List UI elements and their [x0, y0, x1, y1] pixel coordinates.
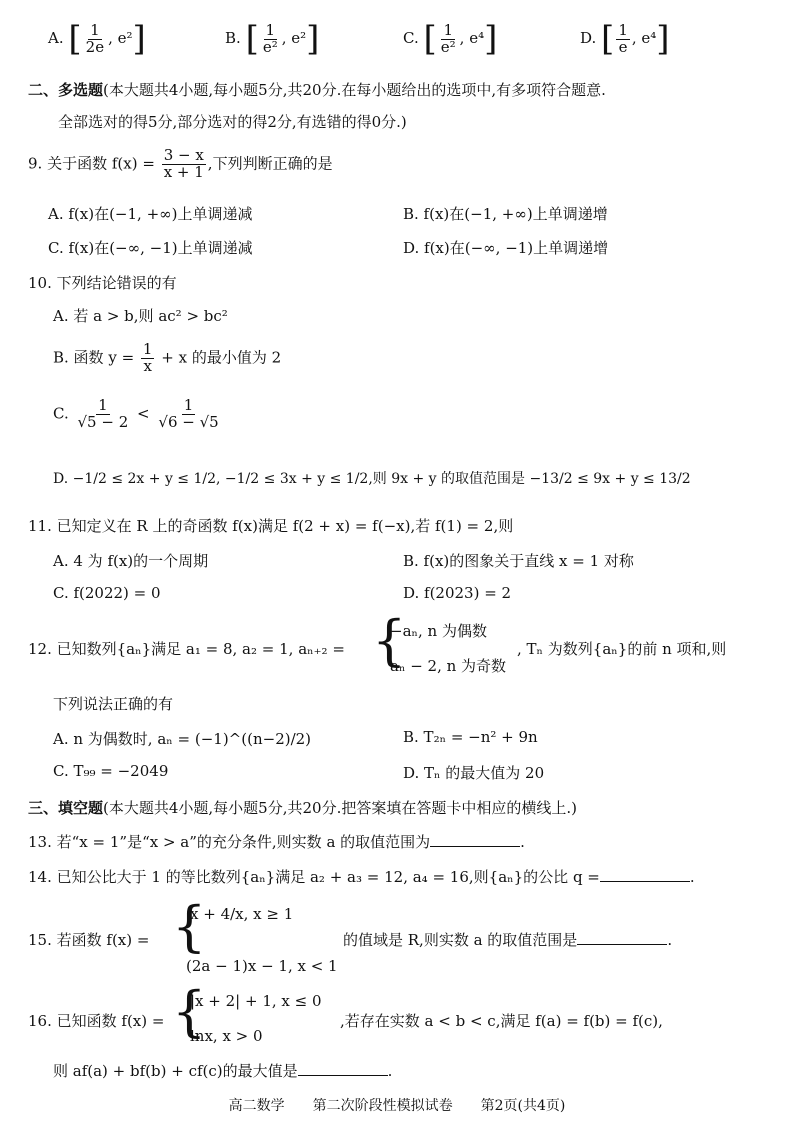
frac-num: 1: [265, 20, 276, 39]
q10-option-b: [53, 342, 281, 375]
q15-case2: (2a − 1)x − 1, x < 1: [186, 957, 338, 975]
q11-option-d: D. f(2023) = 2: [403, 584, 512, 602]
q12-option-c: C. T₉₉ = −2049: [53, 762, 169, 780]
answer-blank[interactable]: [430, 832, 520, 847]
frac-den: 2e: [85, 37, 105, 56]
question-text: 的值域是 R,则实数 a 的取值范围是: [343, 931, 578, 949]
frac-den: √6 − √5: [158, 412, 219, 431]
answer-blank[interactable]: [600, 867, 690, 882]
stem-text: ,下列判断正确的是: [207, 154, 333, 173]
frac-num: 1: [443, 20, 453, 39]
answer-blank[interactable]: [577, 930, 667, 945]
q9-option-d: D. f(x)在(−∞, −1)上单调递增: [403, 239, 609, 257]
option-text: B. 函数 y =: [53, 348, 135, 367]
q16-case2: lnx, x > 0: [190, 1027, 263, 1045]
q13: [28, 831, 525, 852]
q11-option-b: B. f(x)的图象关于直线 x = 1 对称: [403, 552, 634, 570]
option-label: A.: [48, 29, 64, 47]
option-label: C.: [403, 29, 419, 47]
section2-line2: 全部选对的得5分,部分选对的得2分,有选错的得0分.): [58, 113, 407, 131]
frac-den: x: [143, 356, 152, 375]
q14: [28, 866, 695, 887]
left-brace-icon: {: [372, 609, 407, 672]
q8-option-b: B. [ $\frac{1}{\text{e²}}$ , e²]: [225, 19, 320, 59]
period: .: [520, 833, 525, 851]
question-text: 13. 若“x = 1”是“x > a”的充分条件,则实数 a 的取值范围为: [28, 833, 431, 851]
q12-stem-a: 12. 已知数列{aₙ}满足 a₁ = 8, a₂ = 1, aₙ₊₂ =: [28, 640, 345, 658]
q11-option-a: A. 4 为 f(x)的一个周期: [53, 552, 209, 570]
q16-case1: |x + 2| + 1, x ≤ 0: [190, 992, 322, 1010]
q12-stem-b: , Tₙ 为数列{aₙ}的前 n 项和,则: [517, 640, 727, 658]
option-rest: , e²: [108, 29, 133, 47]
q11-stem: 11. 已知定义在 R 上的奇函数 f(x)满足 f(2 + x) = f(−x),若 f(1) = 2,则: [28, 517, 514, 535]
option-rest: , e²: [281, 29, 307, 47]
answer-blank[interactable]: [298, 1061, 388, 1076]
q9-option-a: A. f(x)在(−1, +∞)上单调递减: [48, 205, 253, 223]
frac-num: 3 − x: [163, 146, 204, 164]
q12-option-d: D. Tₙ 的最大值为 20: [403, 764, 545, 782]
frac-num: 1: [98, 396, 108, 414]
q8-option-d: D. [ $\frac{1}{e}$ , e⁴]: [580, 19, 670, 59]
q10-option-c: [53, 398, 223, 431]
frac-num: 1: [142, 340, 153, 358]
less-than-sign: <: [137, 404, 150, 423]
q9-stem: [28, 148, 333, 181]
frac-num: 1: [183, 396, 194, 414]
section-title: 二、多选题: [28, 81, 104, 99]
section3-header: [28, 797, 577, 818]
period: .: [689, 868, 695, 886]
section-instructions: (本大题共4小题,每小题5分,共20分.在每小题给出的选项中,有多项符合题意.: [103, 81, 606, 99]
question-text: 14. 已知公比大于 1 的等比数列{aₙ}满足 a₂ + a₃ = 12, a₄ = 16,则{aₙ}的公比 q =: [28, 868, 600, 886]
q15-tail: [343, 929, 672, 950]
q11-option-c: C. f(2022) = 0: [53, 584, 161, 602]
section-instructions: (本大题共4小题,每小题5分,共20分.把答案填在答题卡中相应的横线上.): [103, 799, 577, 817]
stem-text: 9. 关于函数 f(x) =: [28, 154, 155, 173]
q9-option-c: C. f(x)在(−∞, −1)上单调递减: [48, 239, 253, 257]
frac-den: x + 1: [163, 162, 204, 181]
q10-stem: 10. 下列结论错误的有: [28, 274, 177, 292]
q10-option-a: A. 若 a > b,则 ac² > bc²: [53, 307, 228, 325]
frac-den: e²: [262, 37, 278, 56]
frac-den: e²: [440, 37, 456, 56]
section2-header: [28, 79, 606, 100]
section-title: 三、填空题: [28, 799, 104, 817]
option-rest: , e⁴: [459, 29, 485, 47]
question-text: 则 af(a) + bf(b) + cf(c)的最大值是: [53, 1062, 298, 1080]
option-text: + x 的最小值为 2: [161, 348, 282, 367]
q15-case1: x + 4/x, x ≥ 1: [190, 905, 294, 923]
left-brace-icon: {: [172, 980, 207, 1043]
option-label: B.: [225, 29, 241, 47]
left-brace-icon: {: [172, 895, 207, 958]
frac-den: e: [618, 37, 628, 56]
q15-stem: 15. 若函数 f(x) =: [28, 931, 150, 949]
q12-option-b: B. T₂ₙ = −n² + 9n: [403, 728, 538, 746]
frac-num: 1: [618, 20, 628, 39]
option-rest: , e⁴: [631, 29, 657, 47]
q16-line2: [53, 1060, 392, 1081]
option-label: D.: [580, 29, 597, 47]
frac-den: √5 − 2: [77, 412, 129, 431]
q12-case-even: −aₙ, n 为偶数: [390, 622, 487, 640]
period: .: [667, 931, 673, 949]
q12-stem-c: 下列说法正确的有: [53, 695, 174, 713]
q16-tail: ,若存在实数 a < b < c,满足 f(a) = f(b) = f(c),: [340, 1012, 663, 1030]
q16-stem: 16. 已知函数 f(x) =: [28, 1012, 165, 1030]
q10-option-d: D. −1/2 ≤ 2x + y ≤ 1/2, −1/2 ≤ 3x + y ≤ 1/2,则 9x + y 的取值范围是 −13/2 ≤ 9x + y ≤ 13/2: [53, 471, 691, 487]
q9-option-b: B. f(x)在(−1, +∞)上单调递增: [403, 205, 608, 223]
page-footer: 高二数学 第二次阶段性模拟试卷 第2页(共4页): [228, 1098, 566, 1114]
q8-option-c: C. [ $\frac{1}{\text{e²}}$ , e⁴]: [403, 19, 498, 59]
frac-num: 1: [90, 20, 100, 39]
q12-case-odd: aₙ − 2, n 为奇数: [390, 657, 507, 675]
q12-option-a: A. n 为偶数时, aₙ = (−1)^((n−2)/2): [53, 730, 312, 748]
period: .: [387, 1062, 393, 1080]
option-label: C.: [53, 404, 69, 423]
q8-option-a: A. [ $\frac{1}{2e}$ , e²]: [48, 19, 146, 59]
